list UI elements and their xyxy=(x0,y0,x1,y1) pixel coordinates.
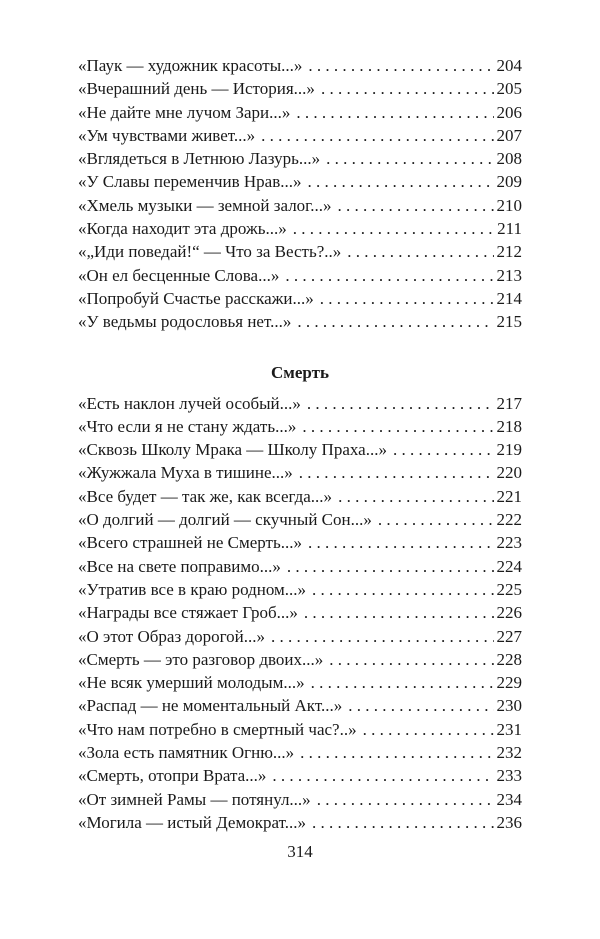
toc-entry-title: «Когда находит эта дрожь...» xyxy=(78,219,287,239)
toc-entry-page: 230 xyxy=(496,696,522,716)
toc-entry xyxy=(78,601,522,624)
toc-entry-page: 229 xyxy=(496,673,522,693)
toc-entry-title: «Не дайте мне лучом Зари...» xyxy=(78,102,291,122)
toc-entry-page: 205 xyxy=(496,79,522,99)
toc-entry-title: «Зола есть памятник Огню...» xyxy=(78,743,295,763)
toc-entry xyxy=(78,625,522,648)
toc-dot-leader xyxy=(287,555,494,578)
toc-entry-title: «Смерть, отопри Врата...» xyxy=(78,766,267,786)
section-heading: Смерть xyxy=(271,362,329,382)
toc-entry xyxy=(78,217,522,240)
toc-entry-page: 234 xyxy=(496,789,522,809)
toc-dot-leader xyxy=(302,415,493,438)
toc-entry xyxy=(78,170,522,193)
toc-entry-page: 212 xyxy=(496,242,522,262)
toc-section-1 xyxy=(78,54,522,334)
toc-dot-leader xyxy=(363,718,494,741)
toc-entry-title: «Все будет — так же, как всегда...» xyxy=(78,486,333,506)
toc-entry-title: «Ум чувствами живет...» xyxy=(78,125,256,145)
toc-entry xyxy=(78,788,522,811)
page-number: 314 xyxy=(287,842,313,861)
toc-entry-title: «„Иди поведай!“ — Что за Весть?..» xyxy=(78,242,342,262)
toc-dot-leader xyxy=(307,392,494,415)
toc-dot-leader xyxy=(348,694,493,717)
toc-entry-page: 231 xyxy=(496,719,522,739)
toc-entry-title: «Жужжала Муха в тишине...» xyxy=(78,463,293,483)
toc-entry xyxy=(78,694,522,717)
toc-dot-leader xyxy=(321,77,494,100)
toc-entry-title: «Утратив все в краю родном...» xyxy=(78,579,307,599)
toc-entry-page: 232 xyxy=(496,743,522,763)
toc-entry xyxy=(78,811,522,834)
table-of-contents xyxy=(78,54,522,834)
toc-entry-title: «Не всяк умерший молодым...» xyxy=(78,673,305,693)
toc-dot-leader xyxy=(393,438,494,461)
toc-dot-leader xyxy=(307,170,493,193)
toc-entry xyxy=(78,438,522,461)
toc-entry-page: 233 xyxy=(496,766,522,786)
toc-entry xyxy=(78,54,522,77)
toc-dot-leader xyxy=(326,147,493,170)
toc-entry-page: 217 xyxy=(496,393,522,413)
toc-entry xyxy=(78,392,522,415)
toc-entry xyxy=(78,124,522,147)
toc-entry-title: «Все на свете поправимо...» xyxy=(78,556,281,576)
toc-entry-title: «Вглядеться в Летнюю Лазурь...» xyxy=(78,149,321,169)
toc-entry xyxy=(78,578,522,601)
toc-dot-leader xyxy=(312,578,493,601)
toc-entry-page: 226 xyxy=(496,603,522,623)
toc-entry xyxy=(78,240,522,263)
toc-entry-page: 204 xyxy=(496,56,522,75)
toc-entry-page: 210 xyxy=(496,195,522,215)
toc-entry-page: 206 xyxy=(496,102,522,122)
toc-dot-leader xyxy=(285,264,493,287)
toc-dot-leader xyxy=(293,217,494,240)
toc-dot-leader xyxy=(304,601,494,624)
toc-entry-page: 223 xyxy=(496,533,522,553)
toc-entry-page: 220 xyxy=(496,463,522,483)
toc-dot-leader xyxy=(317,788,494,811)
toc-entry-title: «Смерть — это разговор двоих...» xyxy=(78,649,324,669)
toc-entry xyxy=(78,648,522,671)
toc-dot-leader xyxy=(308,54,493,77)
toc-entry-title: «Попробуй Счастье расскажи...» xyxy=(78,288,314,308)
toc-dot-leader xyxy=(329,648,493,671)
toc-entry-title: «Паук — художник красоты...» xyxy=(78,56,303,75)
toc-entry xyxy=(78,531,522,554)
toc-dot-leader xyxy=(272,764,493,787)
toc-entry-title: «У Славы переменчив Нрав...» xyxy=(78,172,302,192)
toc-entry-page: 208 xyxy=(496,149,522,169)
toc-entry-title: «Всего страшней не Смерть...» xyxy=(78,533,302,553)
toc-dot-leader xyxy=(271,625,494,648)
toc-dot-leader xyxy=(378,508,494,531)
toc-entry xyxy=(78,147,522,170)
toc-dot-leader xyxy=(312,811,493,834)
toc-dot-leader xyxy=(308,531,494,554)
toc-entry-page: 209 xyxy=(496,172,522,192)
toc-entry xyxy=(78,718,522,741)
toc-entry-page: 224 xyxy=(496,556,522,576)
toc-entry-title: «О этот Образ дорогой...» xyxy=(78,626,265,646)
toc-dot-leader xyxy=(338,485,493,508)
toc-entry-page: 219 xyxy=(496,440,522,460)
toc-entry-page: 221 xyxy=(496,486,522,506)
toc-entry-title: «Награды все стяжает Гроб...» xyxy=(78,603,298,623)
toc-entry-page: 225 xyxy=(496,579,522,599)
toc-entry xyxy=(78,461,522,484)
toc-dot-leader xyxy=(347,240,493,263)
toc-section-2 xyxy=(78,392,522,835)
toc-entry xyxy=(78,194,522,217)
toc-entry-page: 214 xyxy=(496,288,522,308)
toc-dot-leader xyxy=(297,310,493,333)
toc-entry-title: «Распад — не моментальный Акт...» xyxy=(78,696,343,716)
toc-dot-leader xyxy=(311,671,494,694)
toc-entry xyxy=(78,415,522,438)
toc-entry-page: 218 xyxy=(496,416,522,436)
toc-entry-page: 222 xyxy=(496,510,522,530)
toc-entry-page: 215 xyxy=(496,312,522,332)
toc-entry xyxy=(78,508,522,531)
toc-dot-leader xyxy=(337,194,493,217)
toc-entry xyxy=(78,741,522,764)
toc-entry xyxy=(78,764,522,787)
toc-entry xyxy=(78,287,522,310)
toc-entry xyxy=(78,101,522,124)
toc-dot-leader xyxy=(261,124,493,147)
toc-entry xyxy=(78,77,522,100)
toc-entry xyxy=(78,555,522,578)
toc-entry-title: «Что нам потребно в смертный час?..» xyxy=(78,719,357,739)
toc-entry-title: «Он ел бесценные Слова...» xyxy=(78,265,280,285)
toc-dot-leader xyxy=(320,287,494,310)
toc-entry-title: «Сквозь Школу Мрака — Школу Праха...» xyxy=(78,440,387,460)
toc-entry-title: «Могила — истый Демократ...» xyxy=(78,812,307,832)
toc-entry-title: «От зимней Рамы — потянул...» xyxy=(78,789,311,809)
toc-entry-page: 236 xyxy=(496,812,522,832)
toc-entry-page: 227 xyxy=(496,626,522,646)
toc-entry xyxy=(78,310,522,333)
toc-entry-title: «Есть наклон лучей особый...» xyxy=(78,393,301,413)
toc-dot-leader xyxy=(296,101,493,124)
toc-entry xyxy=(78,671,522,694)
toc-dot-leader xyxy=(299,461,494,484)
toc-entry-page: 207 xyxy=(496,125,522,145)
toc-entry-page: 213 xyxy=(496,265,522,285)
toc-entry xyxy=(78,485,522,508)
toc-entry-page: 211 xyxy=(497,219,522,239)
toc-entry-title: «Что если я не стану ждать...» xyxy=(78,416,297,436)
toc-entry-page: 228 xyxy=(496,649,522,669)
toc-dot-leader xyxy=(300,741,493,764)
toc-entry-title: «Вчерашний день — История...» xyxy=(78,79,315,99)
toc-entry-title: «У ведьмы родословья нет...» xyxy=(78,312,292,332)
toc-entry xyxy=(78,264,522,287)
toc-entry-title: «Хмель музыки — земной залог...» xyxy=(78,195,332,215)
toc-entry-title: «О долгий — долгий — скучный Сон...» xyxy=(78,510,372,530)
